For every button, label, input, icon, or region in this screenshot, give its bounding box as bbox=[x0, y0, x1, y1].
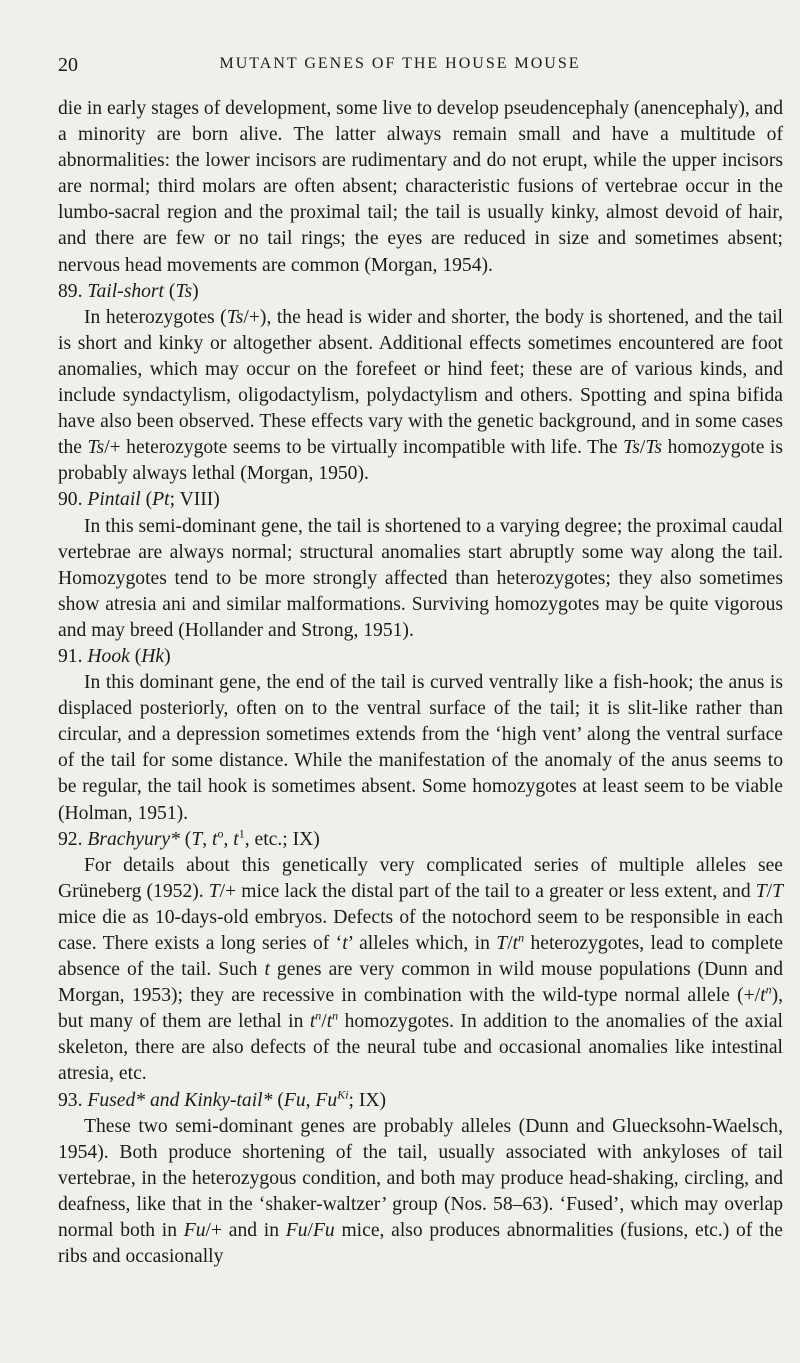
entry-heading: 91. Hook (Hk) bbox=[58, 645, 171, 667]
body-text bbox=[58, 96, 783, 1270]
paragraph: In this dominant gene, the end of the tail is curved ventrally like a fish-hook; the anus is displaced posteriorly, often on to the ventral surface of the tail; it is slit-like rather than circular, and a depression sometimes extends from the ‘high vent’ along the ventral surface of the tail for some distance. While the manifestation of the anomaly of the anus seems to be regular, the tail hook is sometimes absent. Some homozygotes at least seem to be viable (Holman, 1951). bbox=[58, 672, 783, 824]
page-number: 20 bbox=[58, 54, 78, 76]
entry-heading: 93. Fused* and Kinky-tail* (Fu, $Fu^{Ki}$; IX) bbox=[58, 1087, 387, 1111]
entry-heading: 89. Tail-short (Ts) bbox=[58, 280, 199, 302]
entry-heading: 92. Brachyury* (T, $t^o$, $t^1$, etc.; IX) bbox=[58, 826, 320, 850]
paragraph: For details about this genetically very complicated series of multiple alleles see Grüneberg (1952). T/+ mice lack the distal part of the tail to a greater or less extent, and T/T mice die as 10-days-old embryos. Defects of the notochord seem to be responsible in each case. There exists a long series of ‘t’ alleles which, in $T/t^n$ heterozygotes, lead to complete absence of the tail. Such t genes are very common in wild mouse populations (Dunn and Morgan, 1953); they are recessive in combination with the wild-type normal allele $(+/t^n)$, but many of them are lethal in $t^n/t^n$ homozygotes. In addition to the anomalies of the axial skeleton, there are also defects of the neural tube and occasional anomalies like intestinal atresia, etc. bbox=[58, 854, 784, 1085]
paragraph: In this semi-dominant gene, the tail is shortened to a varying degree; the proximal caudal vertebrae are always normal; structural anomalies start abruptly some way along the tail. Homozygotes tend to be more strongly affected than heterozygotes; they also sometimes show atresia ani and similar malformations. Surviving homozygotes may be quite vigorous and may breed (Hollander and Strong, 1951). bbox=[58, 515, 783, 641]
paragraph: In heterozygotes (Ts/+), the head is wider and shorter, the body is shortened, and the tail is short and kinky or altogether absent. Additional effects sometimes encountered are foot anomalies, which may occur on the forefeet or hind feet; these are of various kinds, and include syndactylism, oligodactylism, polydactylism and others. Spotting and spina bifida have also been observed. These effects vary with the genetic background, and in some cases the Ts/+ heterozygote seems to be virtually incompatible with life. The Ts/Ts homozygote is probably always lethal (Morgan, 1950). bbox=[58, 306, 783, 485]
running-title: MUTANT GENES OF THE HOUSE MOUSE bbox=[219, 55, 581, 72]
entry-heading: 90. Pintail (Pt; VIII) bbox=[58, 489, 220, 511]
paragraph: These two semi-dominant genes are probably alleles (Dunn and Gluecksohn-Waelsch, 1954). Both produce shortening of the tail, usually associated with ankyloses of tail vertebrae, in the heterozygous condition, and both may produce head-shaking, circling, and deafness, like that in the ‘shaker-waltzer’ group (Nos. 58–63). ‘Fused’, which may overlap normal both in Fu/+ and in Fu/Fu mice, also produces abnormalities (fusions, etc.) of the ribs and occasionally bbox=[58, 1115, 783, 1268]
page-header bbox=[58, 54, 742, 82]
paragraph: die in early stages of development, some live to develop pseudencephaly (anencephaly), and a minority are born alive. The latter always remain small and have a multitude of abnormalities: the lower incisors are rudimentary and do not erupt, while the upper incisors are normal; third molars are often absent; characteristic fusions of vertebrae occur in the lumbo-sacral region and the proximal tail; the tail is usually kinky, almost devoid of hair, and there are few or no tail rings; the eyes are reduced in size and sometimes absent; nervous head movements are common (Morgan, 1954). bbox=[58, 98, 783, 276]
